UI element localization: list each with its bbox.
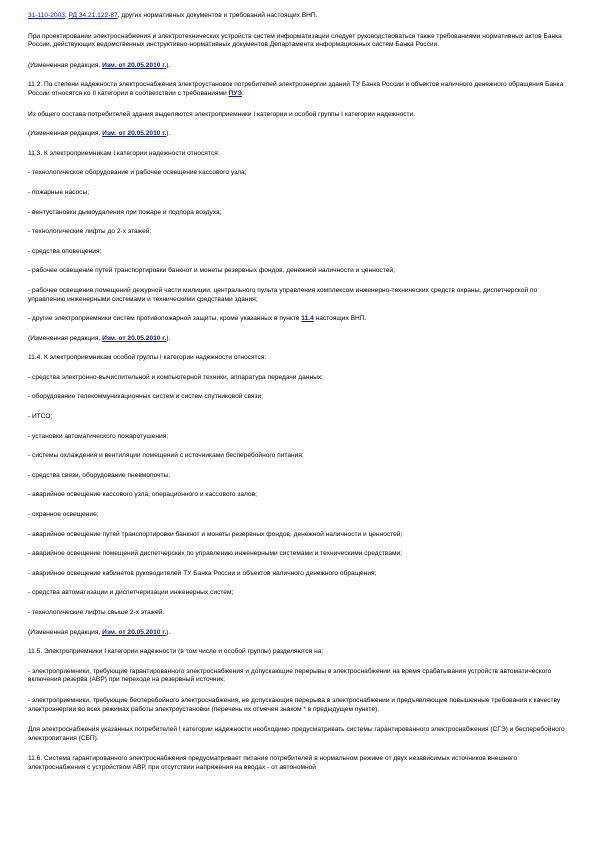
paragraph-11-6: 11.6. Система гарантированного электроснабжения предусматривает питание потребителей в нормальном режиме от двух независимых источников внешнего электроснабжения с устройством АВР, при отсутствии напряжения на вводах - от автономной — [28, 755, 517, 771]
references-tail: , других нормативных документов и требований настоящих ВНП. — [117, 12, 318, 19]
paragraph-11-2-suffix: . — [241, 89, 244, 97]
list-item: - системы охлаждения и вентиляции помещений с источниками бесперебойного питания; — [28, 452, 304, 460]
list-item: - средства электронно-вычислительной и компьютерной техники, аппаратура передачи данных; — [28, 373, 323, 381]
paragraph-11-2 — [28, 81, 566, 98]
list-item: - аварийное освещение помещений диспетчерских по управлению инженерными системами и техническими средствами; — [28, 550, 403, 558]
amendment-link-3[interactable]: Изм. от 20.05.2010 г. — [102, 334, 167, 342]
list-item: - рабочее освещение путей транспортировки банкнот и монеты резервных фондов, денежной наличности и ценностей; — [28, 267, 395, 275]
document-page — [28, 12, 566, 785]
list-item: - средства оповещения; — [28, 247, 102, 255]
list-item: - технологическое оборудование и рабочее освещение кассового узла; — [28, 169, 247, 177]
paragraph-design-guidance: При проектировании электроснабжения и электротехнических устройств систем информатизации следует руководствоваться также требованиями нормативных актов Банка России, действующих ведомственных инструктивно-нормативных документов Департамента информационных систем Банка России. — [28, 32, 562, 49]
list-item: - технологические лифты свыше 2-х этажей. — [28, 609, 165, 616]
paragraph-11-3: 11.3. К электроприемникам I категории надежности относятся: — [28, 149, 220, 157]
paragraph-11-2-text: 11.2. По степени надежности электроснабжения электроустановок потребителей электроэнергии зданий ТУ Банка России и объектов наличного денежного обращения Банка России относятся ко II категории в соответствии с требованиями — [28, 81, 564, 97]
list-item: - пожарные насосы; — [28, 188, 90, 196]
list-item-text: - другие электроприемники систем противопожарной защиты, кроме указанных в пункте — [28, 315, 302, 323]
references-separator: , — [64, 12, 69, 19]
amendment-prefix: (Измененная редакция, — [28, 628, 103, 636]
reference-link-31-110-2003[interactable]: 31-110-2003 — [28, 12, 65, 19]
amendment-link-1[interactable]: Изм. от 20.05.2010 г. — [102, 61, 167, 69]
amendment-suffix: ). — [166, 334, 171, 342]
amendment-prefix: (Измененная редакция, — [28, 61, 103, 69]
list-item: - оборудование телекоммуникационных систем и систем спутниковой связи; — [28, 393, 264, 401]
amendment-note-4 — [28, 629, 566, 638]
paragraph-11-4: 11.4. К электроприемникам особой группы I категории надежности относятся: — [28, 354, 267, 362]
list-item: - ИТСО; — [28, 413, 53, 421]
amendment-prefix: (Измененная редакция, — [28, 334, 103, 342]
amendment-note-2 — [28, 130, 566, 139]
list-item-suffix: настоящих ВНП. — [313, 315, 367, 323]
amendment-suffix: ). — [166, 61, 171, 69]
amendment-note-3 — [28, 335, 566, 344]
list-item: - аварийное освещение кабинетов руководителей ТУ Банка России и объектов наличного денежного обращения; — [28, 569, 377, 577]
list-item: - средства связи, оборудование пневмопочты; — [28, 471, 171, 479]
list-item-fire-protection — [28, 315, 566, 324]
list-item: - вентустановки дымоудаления при пожаре и подпора воздуха; — [28, 208, 222, 216]
list-item: - установки автоматического пожаротушения; — [28, 432, 169, 440]
amendment-prefix: (Измененная редакция, — [28, 130, 103, 138]
paragraph-ups-receivers: - электроприемники, требующие бесперебойного электроснабжения, не допускающие перерыва в электроснабжении и предъявляющие повышенные требования к качеству электроэнергии во всех режимах работы электроустановки (перечень их отмечен знаком * в предыдущем пункте). — [28, 696, 561, 713]
paragraph-11-5: 11.5. Электроприемники I категории надежности (в том числе и особой группы) разделяются на: — [28, 648, 324, 656]
list-item: - рабочее освещение помещений дежурной части милиции, центрального пульта управления комплексом инженерно-технических средств охраны, диспетчерской по управлению инженерными системами и техническими средствами здания; — [28, 286, 538, 303]
paragraph-references — [28, 12, 566, 21]
paragraph-sge-sbp: Для электроснабжения указанных потребителей I категории надежности необходимо предусматривать системы гарантированного электроснабжения (СГЭ) и бесперебойного электропитания (СБП). — [28, 726, 565, 742]
amendment-note-1 — [28, 62, 566, 71]
amendment-link-4[interactable]: Изм. от 20.05.2010 г. — [102, 628, 167, 636]
amendment-suffix: ). — [166, 130, 171, 138]
pue-link[interactable]: ПУЭ — [228, 89, 242, 97]
amendment-link-2[interactable]: Изм. от 20.05.2010 г. — [102, 130, 167, 138]
list-item: - аварийное освещение путей транспортировки банкнот и монеты резервных фондов, денежной наличности и ценностей; — [28, 530, 403, 538]
amendment-suffix: ). — [166, 628, 171, 636]
section-11-4-link[interactable]: 11.4 — [301, 315, 314, 323]
reference-link-rd-34-21-122-87[interactable]: РД 34.21.122-87 — [68, 12, 118, 19]
list-item: - аварийное освещение кассового узла, операционного и кассового залов; — [28, 491, 257, 499]
list-item: - средства автоматизации и диспетчеризации инженерных систем; — [28, 589, 234, 597]
paragraph-consumer-groups: Из общего состава потребителей здания выделяются электроприемники I категории и особой группы I категории надежности. — [28, 110, 416, 118]
list-item: - охранное освещение; — [28, 511, 99, 519]
paragraph-avr-receivers: - электроприемники, требующие гарантированного электроснабжения и допускающие перерывы в электроснабжении на время срабатывания устройств автоматического включения резерва (АВР) при переходе на резервный источник; — [28, 667, 552, 684]
list-item: - технологические лифты до 2-х этажей; — [28, 228, 152, 236]
